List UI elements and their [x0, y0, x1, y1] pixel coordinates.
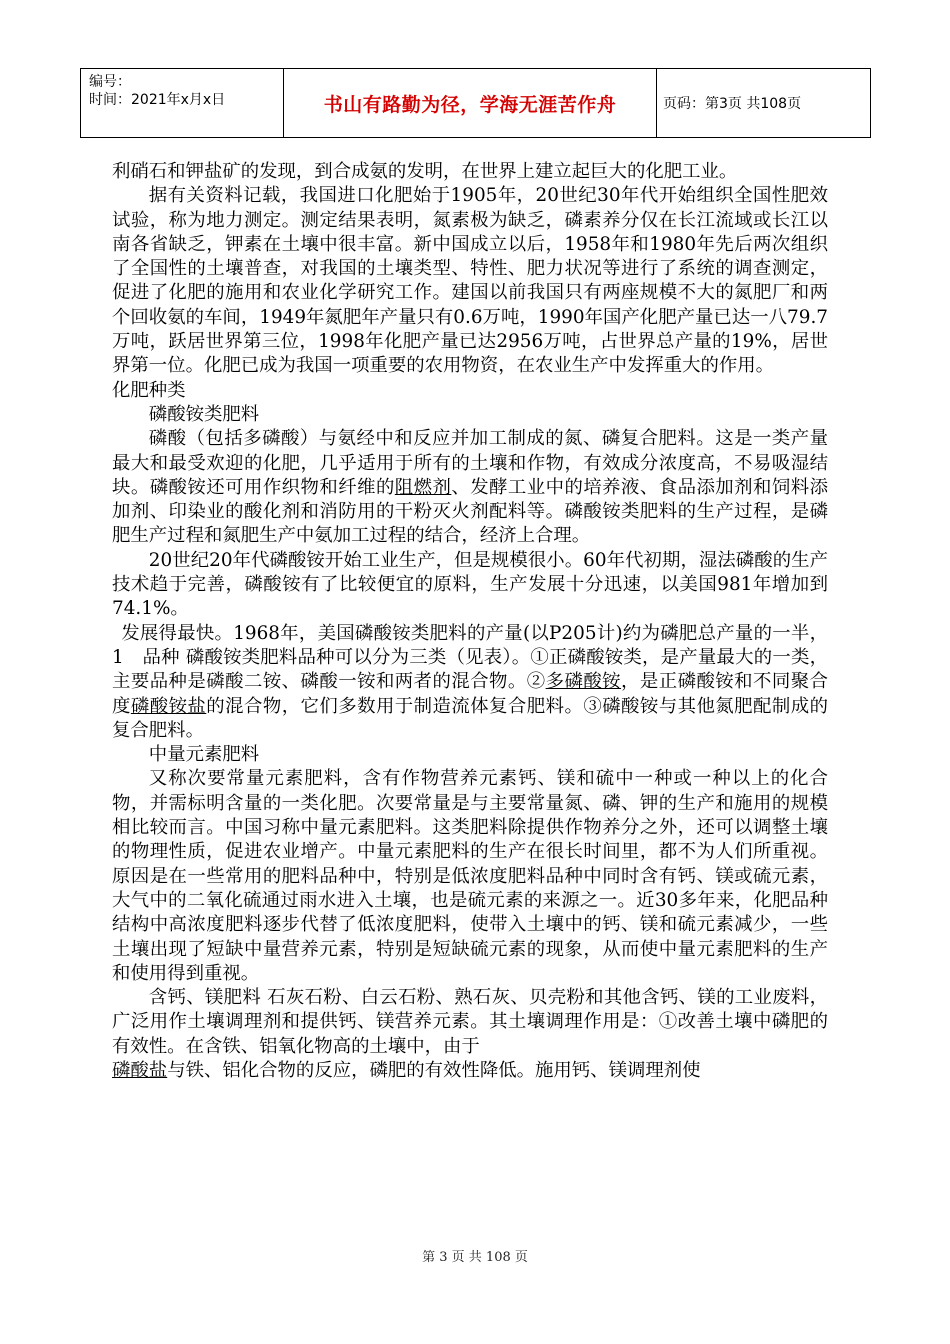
- motto: 书山有路勤为径，学海无涯苦作舟: [323, 93, 617, 116]
- paragraph-ammonium-phosphate: 磷酸（包括多磷酸）与氨经中和反应并加工制成的氮、磷复合肥料。这是一类产量最大和最受欢迎的化肥，几乎适用于所有的土壤和作物，有效成分浓度高，不易吸湿结块。磷酸铵还可用作织物和纤维的阻燃剂、发酵工业中的培养液、食品添加剂和饲料添加剂、印染业的酸化剂和消防用的干粉灭火剂配料等。磷酸铵类肥料的生产过程，是磷肥生产过程和氮肥生产中氨加工过程的结合，经济上合理。: [112, 428, 828, 547]
- paragraph-phosphate-continued: 磷酸盐与铁、铝化合物的反应，磷肥的有效性降低。施用钙、镁调理剂使: [112, 1059, 701, 1081]
- paragraph-history: 据有关资料记载，我国进口化肥始于1905年，20世纪30年代开始组织全国性肥效试验，称为地力测定。测定结果表明，氮素极为缺乏，磷素养分仅在长江流域或长江以南各省缺乏，钾素在土壤中很丰富。新中国成立以后，1958年和1980年先后两次组织了全国性的土壤普查，对我国的土壤类型、特性、肥力状况等进行了系统的调查测定，促进了化肥的施用和农业化学研究工作。建国以前我国只有两座规模不大的氮肥厂和两个回收氨的车间，1949年氮肥年产量只有0.6万吨，1990年国产化肥产量已达一八79.7万吨，跃居世界第三位，1998年化肥产量已达2956万吨，占世界总产量的19%，居世界第一位。化肥已成为我国一项重要的农用物资，在农业生产中发挥重大的作用。: [112, 185, 828, 377]
- page-code: 页码：第3页 共108页: [663, 96, 802, 112]
- link-polyphosphate[interactable]: 多磷酸铵: [545, 671, 622, 693]
- paragraph-industrial-production: 20世纪20年代磷酸铵开始工业生产，但是规模很小。60年代初期，湿法磷酸的生产技术趋于完善，磷酸铵有了比较便宜的原料，生产发展十分迅速，以美国981年增加到74.1%。: [112, 549, 828, 620]
- document-body: [112, 160, 828, 1083]
- number-label: 编号：: [89, 74, 131, 90]
- header-table: [80, 68, 871, 138]
- subheading-ammonium-phosphate: 磷酸铵类肥料: [148, 403, 260, 425]
- header-motto-cell: [284, 69, 657, 137]
- paragraph-calcium-magnesium: 含钙、镁肥料 石灰石粉、白云石粉、熟石灰、贝壳粉和其他含钙、镁的工业废料，广泛用作土壤调理剂和提供钙、镁营养元素。其土壤调理作用是：①改善土壤中磷肥的有效性。在含铁、铝氧化物高的土壤中，由于: [112, 987, 828, 1057]
- paragraph-continued: 利硝石和钾盐矿的发现，到合成氨的发明，在世界上建立起巨大的化肥工业。: [112, 161, 738, 182]
- paragraph-secondary-elements: 又称次要常量元素肥料，含有作物营养元素钙、镁和硫中一种或一种以上的化合物，并需标明含量的一类化肥。次要常量是与主要常量氮、磷、钾的生产和施用的规模相比较而言。中国习称中量元素肥料。这类肥料除提供作物养分之外，还可以调整土壤的物理性质，促进农业增产。中量元素肥料的生产在很长时间里，都不为人们所重视。原因是在一些常用的肥料品种中，特别是低浓度肥料品种中同时含有钙、镁或硫元素，大气中的二氧化硫通过雨水进入土壤，也是硫元素的来源之一。近30多年来，化肥品种结构中高浓度肥料逐步代替了低浓度肥料，使带入土壤中的钙、镁和硫元素减少，一些土壤出现了短缺中量营养元素，特别是短缺硫元素的现象，从而使中量元素肥料的生产和使用得到重视。: [112, 768, 828, 984]
- time-label: 时间：2021年x月x日: [89, 92, 226, 108]
- section-heading-fertilizer-types: 化肥种类: [112, 379, 186, 401]
- link-ammonium-phosphate-salt[interactable]: 磷酸铵盐: [130, 695, 207, 717]
- paragraph-varieties: 发展得最快。1968年，美国磷酸铵类肥料的产量(以P205计)约为磷肥总产量的一半，1 品种 磷酸铵类肥料品种可以分为三类（见表）。①正磷酸铵类，是产量最大的一类，主要品种是磷酸二铵、磷酸一铵和两者的混合物。②多磷酸铵，是正磷酸铵和不同聚合度磷酸铵盐的混合物，它们多数用于制造流体复合肥料。③磷酸铵与其他氮肥配制成的复合肥料。: [112, 622, 828, 741]
- header-meta-cell: [81, 69, 284, 137]
- link-flame-retardant[interactable]: 阻燃剂: [394, 476, 452, 498]
- subheading-secondary-elements: 中量元素肥料: [148, 744, 260, 766]
- page-footer: 第 3 页 共 108 页: [422, 1250, 528, 1265]
- link-phosphate[interactable]: 磷酸盐: [112, 1059, 168, 1081]
- header-page-cell: [657, 69, 870, 137]
